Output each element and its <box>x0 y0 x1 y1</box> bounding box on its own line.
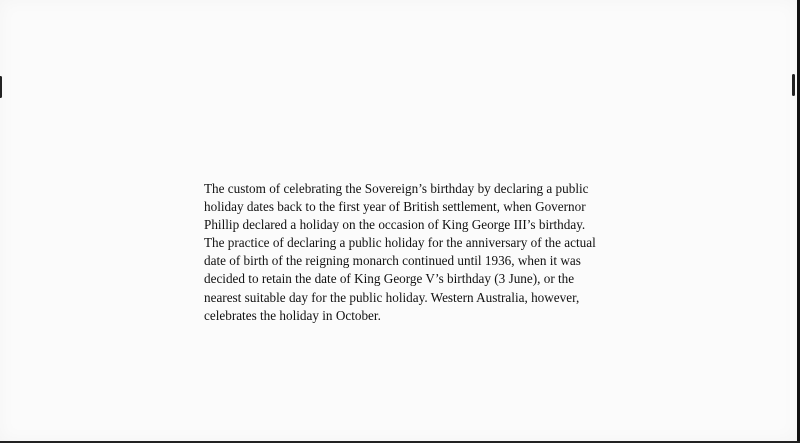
left-edge-notch <box>0 76 2 98</box>
text-line-6: decided to retain the date of King George V’s birthday (3 June), or the <box>204 271 575 287</box>
text-line-8: celebrates the holiday in October. <box>204 307 381 323</box>
historical-note-text <box>204 180 634 325</box>
text-line-5: date of birth of the reigning monarch continued until 1936, when it was <box>204 253 581 269</box>
text-line-2: holiday dates back to the first year of British settlement, when Governor <box>204 199 586 215</box>
text-line-1: The custom of celebrating the Sovereign’s birthday by declaring a public <box>204 181 589 196</box>
text-line-3: Phillip declared a holiday on the occasion of King George III’s birthday. <box>204 217 586 233</box>
text-line-7: nearest suitable day for the public holiday. Western Australia, however, <box>204 289 580 305</box>
text-line-4: The practice of declaring a public holiday for the anniversary of the actual <box>204 235 596 251</box>
right-edge-notch <box>792 74 795 96</box>
